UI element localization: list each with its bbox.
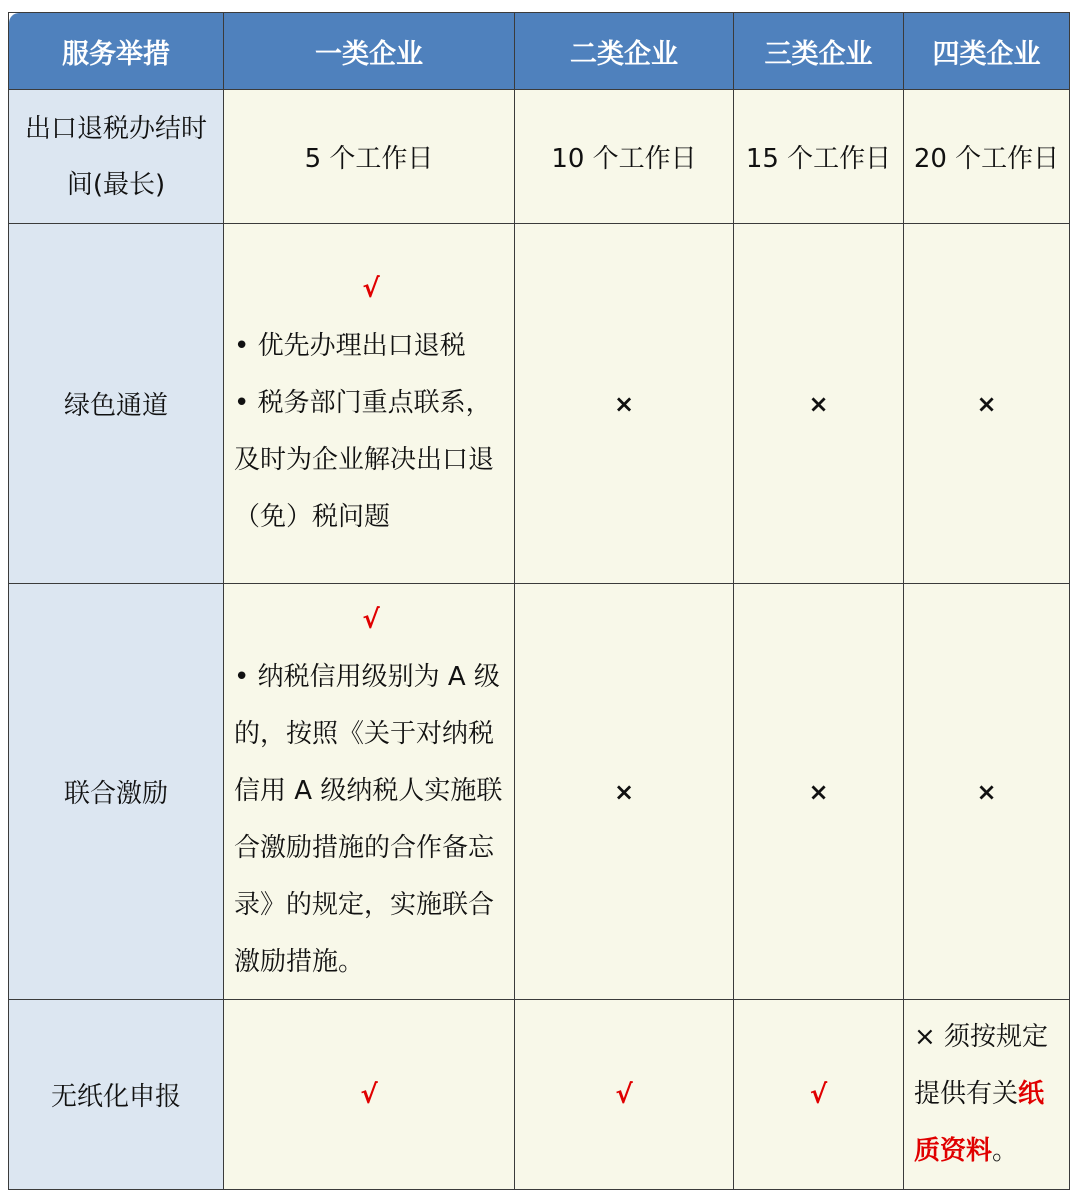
row-refund-time xyxy=(9,90,1070,224)
green-channel-line-2: • 税务部门重点联系， xyxy=(234,388,492,418)
green-channel-line-1: • 优先办理出口退税 xyxy=(234,331,466,361)
cell-refund-time-class-1: 5 个工作日 xyxy=(224,90,515,224)
row-green-channel xyxy=(9,224,1070,584)
cross-mark-icon: × xyxy=(613,777,635,806)
check-mark-icon: √ xyxy=(809,1079,828,1110)
paperless-note-line-2-text: 提供有关 xyxy=(914,1079,1019,1109)
header-row xyxy=(9,13,1070,90)
cell-refund-time-class-4: 20 个工作日 xyxy=(904,90,1070,224)
paperless-note-line-1: × 须按规定 xyxy=(914,1022,1049,1052)
cell-joint-incentive-class-4 xyxy=(904,584,1070,1000)
cell-refund-time-class-2: 10 个工作日 xyxy=(515,90,734,224)
paperless-note-line-3 xyxy=(914,1123,1063,1180)
row-label-refund-time-line-1: 出口退税办结时 xyxy=(24,113,207,144)
header-class-4: 四类企业 xyxy=(904,13,1070,90)
header-service-measures: 服务举措 xyxy=(9,13,224,90)
cell-green-channel-class-2 xyxy=(515,224,734,584)
green-channel-line-3: 及时为企业解决出口退 xyxy=(234,445,495,475)
service-measures-table xyxy=(8,12,1070,1190)
row-label-green-channel: 绿色通道 xyxy=(9,224,224,584)
paperless-note-line-3-tail: 。 xyxy=(992,1136,1019,1166)
joint-incentive-line-2: 的，按照《关于对纳税 xyxy=(234,719,495,749)
row-label-joint-incentive: 联合激励 xyxy=(9,584,224,1000)
header-class-1: 一类企业 xyxy=(224,13,515,90)
cell-joint-incentive-class-1 xyxy=(224,584,515,1000)
cross-mark-icon: × xyxy=(808,777,829,806)
cross-mark-icon: × xyxy=(613,389,635,418)
paperless-note-highlight-1: 纸 xyxy=(1018,1079,1045,1109)
row-label-refund-time xyxy=(9,90,224,224)
row-label-paperless: 无纸化申报 xyxy=(9,1000,224,1190)
header-class-3: 三类企业 xyxy=(734,13,904,90)
check-mark-icon: √ xyxy=(615,1079,633,1110)
joint-incentive-line-5: 录》的规定，实施联合 xyxy=(234,890,495,920)
joint-incentive-line-1: • 纳税信用级别为 A 级 xyxy=(234,662,500,692)
cell-paperless-class-3 xyxy=(734,1000,904,1190)
cell-green-channel-class-1 xyxy=(224,224,515,584)
cell-joint-incentive-class-2 xyxy=(515,584,734,1000)
cell-green-channel-class-4 xyxy=(904,224,1070,584)
cell-paperless-class-1 xyxy=(224,1000,515,1190)
joint-incentive-line-6: 激励措施。 xyxy=(234,947,365,977)
joint-incentive-line-3: 信用 A 级纳税人实施联 xyxy=(234,776,503,806)
cross-mark-icon: × xyxy=(976,389,997,418)
cell-paperless-class-2 xyxy=(515,1000,734,1190)
header-class-2: 二类企业 xyxy=(515,13,734,90)
cell-refund-time-class-3: 15 个工作日 xyxy=(734,90,904,224)
cell-green-channel-class-3 xyxy=(734,224,904,584)
paperless-note-line-2 xyxy=(914,1066,1063,1123)
cell-joint-incentive-class-3 xyxy=(734,584,904,1000)
check-mark-icon: √ xyxy=(360,1079,378,1110)
paperless-note-highlight-2: 质资料 xyxy=(914,1136,993,1166)
cell-paperless-class-4 xyxy=(904,1000,1070,1190)
cross-mark-icon: × xyxy=(808,389,829,418)
green-channel-line-4: （免）税问题 xyxy=(234,502,391,532)
row-joint-incentive xyxy=(9,584,1070,1000)
row-label-refund-time-line-2: 间(最长) xyxy=(66,169,166,200)
joint-incentive-line-4: 合激励措施的合作备忘 xyxy=(234,833,495,863)
cross-mark-icon: × xyxy=(976,777,997,806)
check-mark-icon: √ xyxy=(362,605,380,635)
row-paperless xyxy=(9,1000,1070,1190)
check-mark-icon: √ xyxy=(362,274,380,304)
